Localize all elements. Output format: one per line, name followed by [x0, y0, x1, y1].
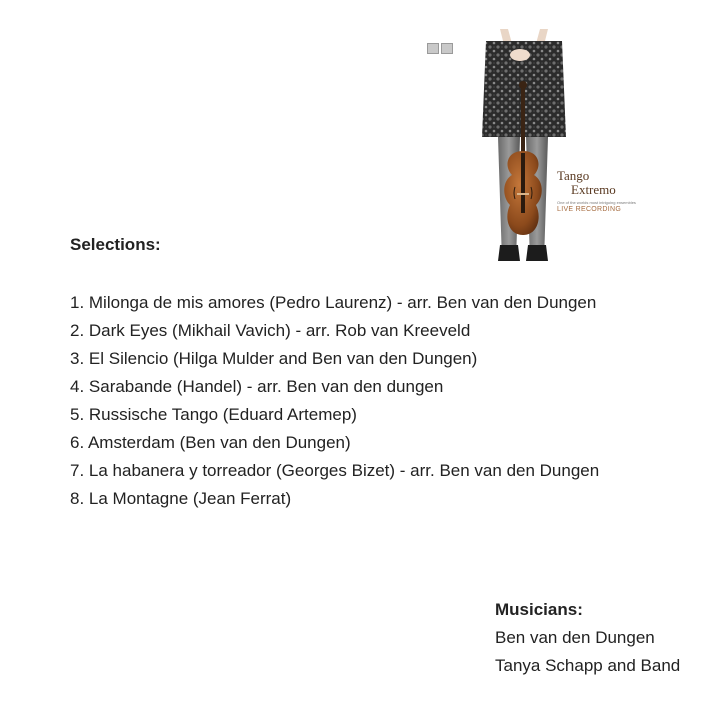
- track-item: 1. Milonga de mis amores (Pedro Laurenz) - arr. Ben van den Dungen: [70, 293, 597, 312]
- track-item: 3. El Silencio (Hilga Mulder and Ben van den Dungen): [70, 349, 478, 368]
- cover-title-line1: Tango: [557, 168, 590, 183]
- musicians-heading: Musicians:: [495, 600, 583, 619]
- format-badges: [427, 43, 453, 54]
- album-cover-artwork: [416, 29, 642, 261]
- track-item: 2. Dark Eyes (Mikhail Vavich) - arr. Rob van Kreeveld: [70, 321, 471, 340]
- album-cover: [416, 29, 642, 261]
- track-item: 5. Russische Tango (Eduard Artemep): [70, 405, 357, 424]
- format-badge-icon: [441, 43, 453, 54]
- musicians-block: [495, 596, 680, 680]
- track-item: 8. La Montagne (Jean Ferrat): [70, 489, 292, 508]
- musician-name: Ben van den Dungen: [495, 628, 655, 647]
- format-badge-icon: [427, 43, 439, 54]
- track-list: [70, 289, 599, 513]
- cover-title: [557, 169, 616, 196]
- cover-title-line2: Extremo: [571, 182, 616, 197]
- musician-name: Tanya Schapp and Band: [495, 656, 681, 675]
- track-item: 7. La habanera y torreador (Georges Bizet) - arr. Ben van den Dungen: [70, 461, 600, 480]
- track-item: 4. Sarabande (Handel) - arr. Ben van den dungen: [70, 377, 444, 396]
- cover-subtitle: One of the worlds most intriguing ensembles: [557, 200, 636, 205]
- track-item: 6. Amsterdam (Ben van den Dungen): [70, 433, 351, 452]
- cover-live-recording: LIVE RECORDING: [557, 206, 622, 213]
- selections-heading: Selections:: [70, 235, 161, 254]
